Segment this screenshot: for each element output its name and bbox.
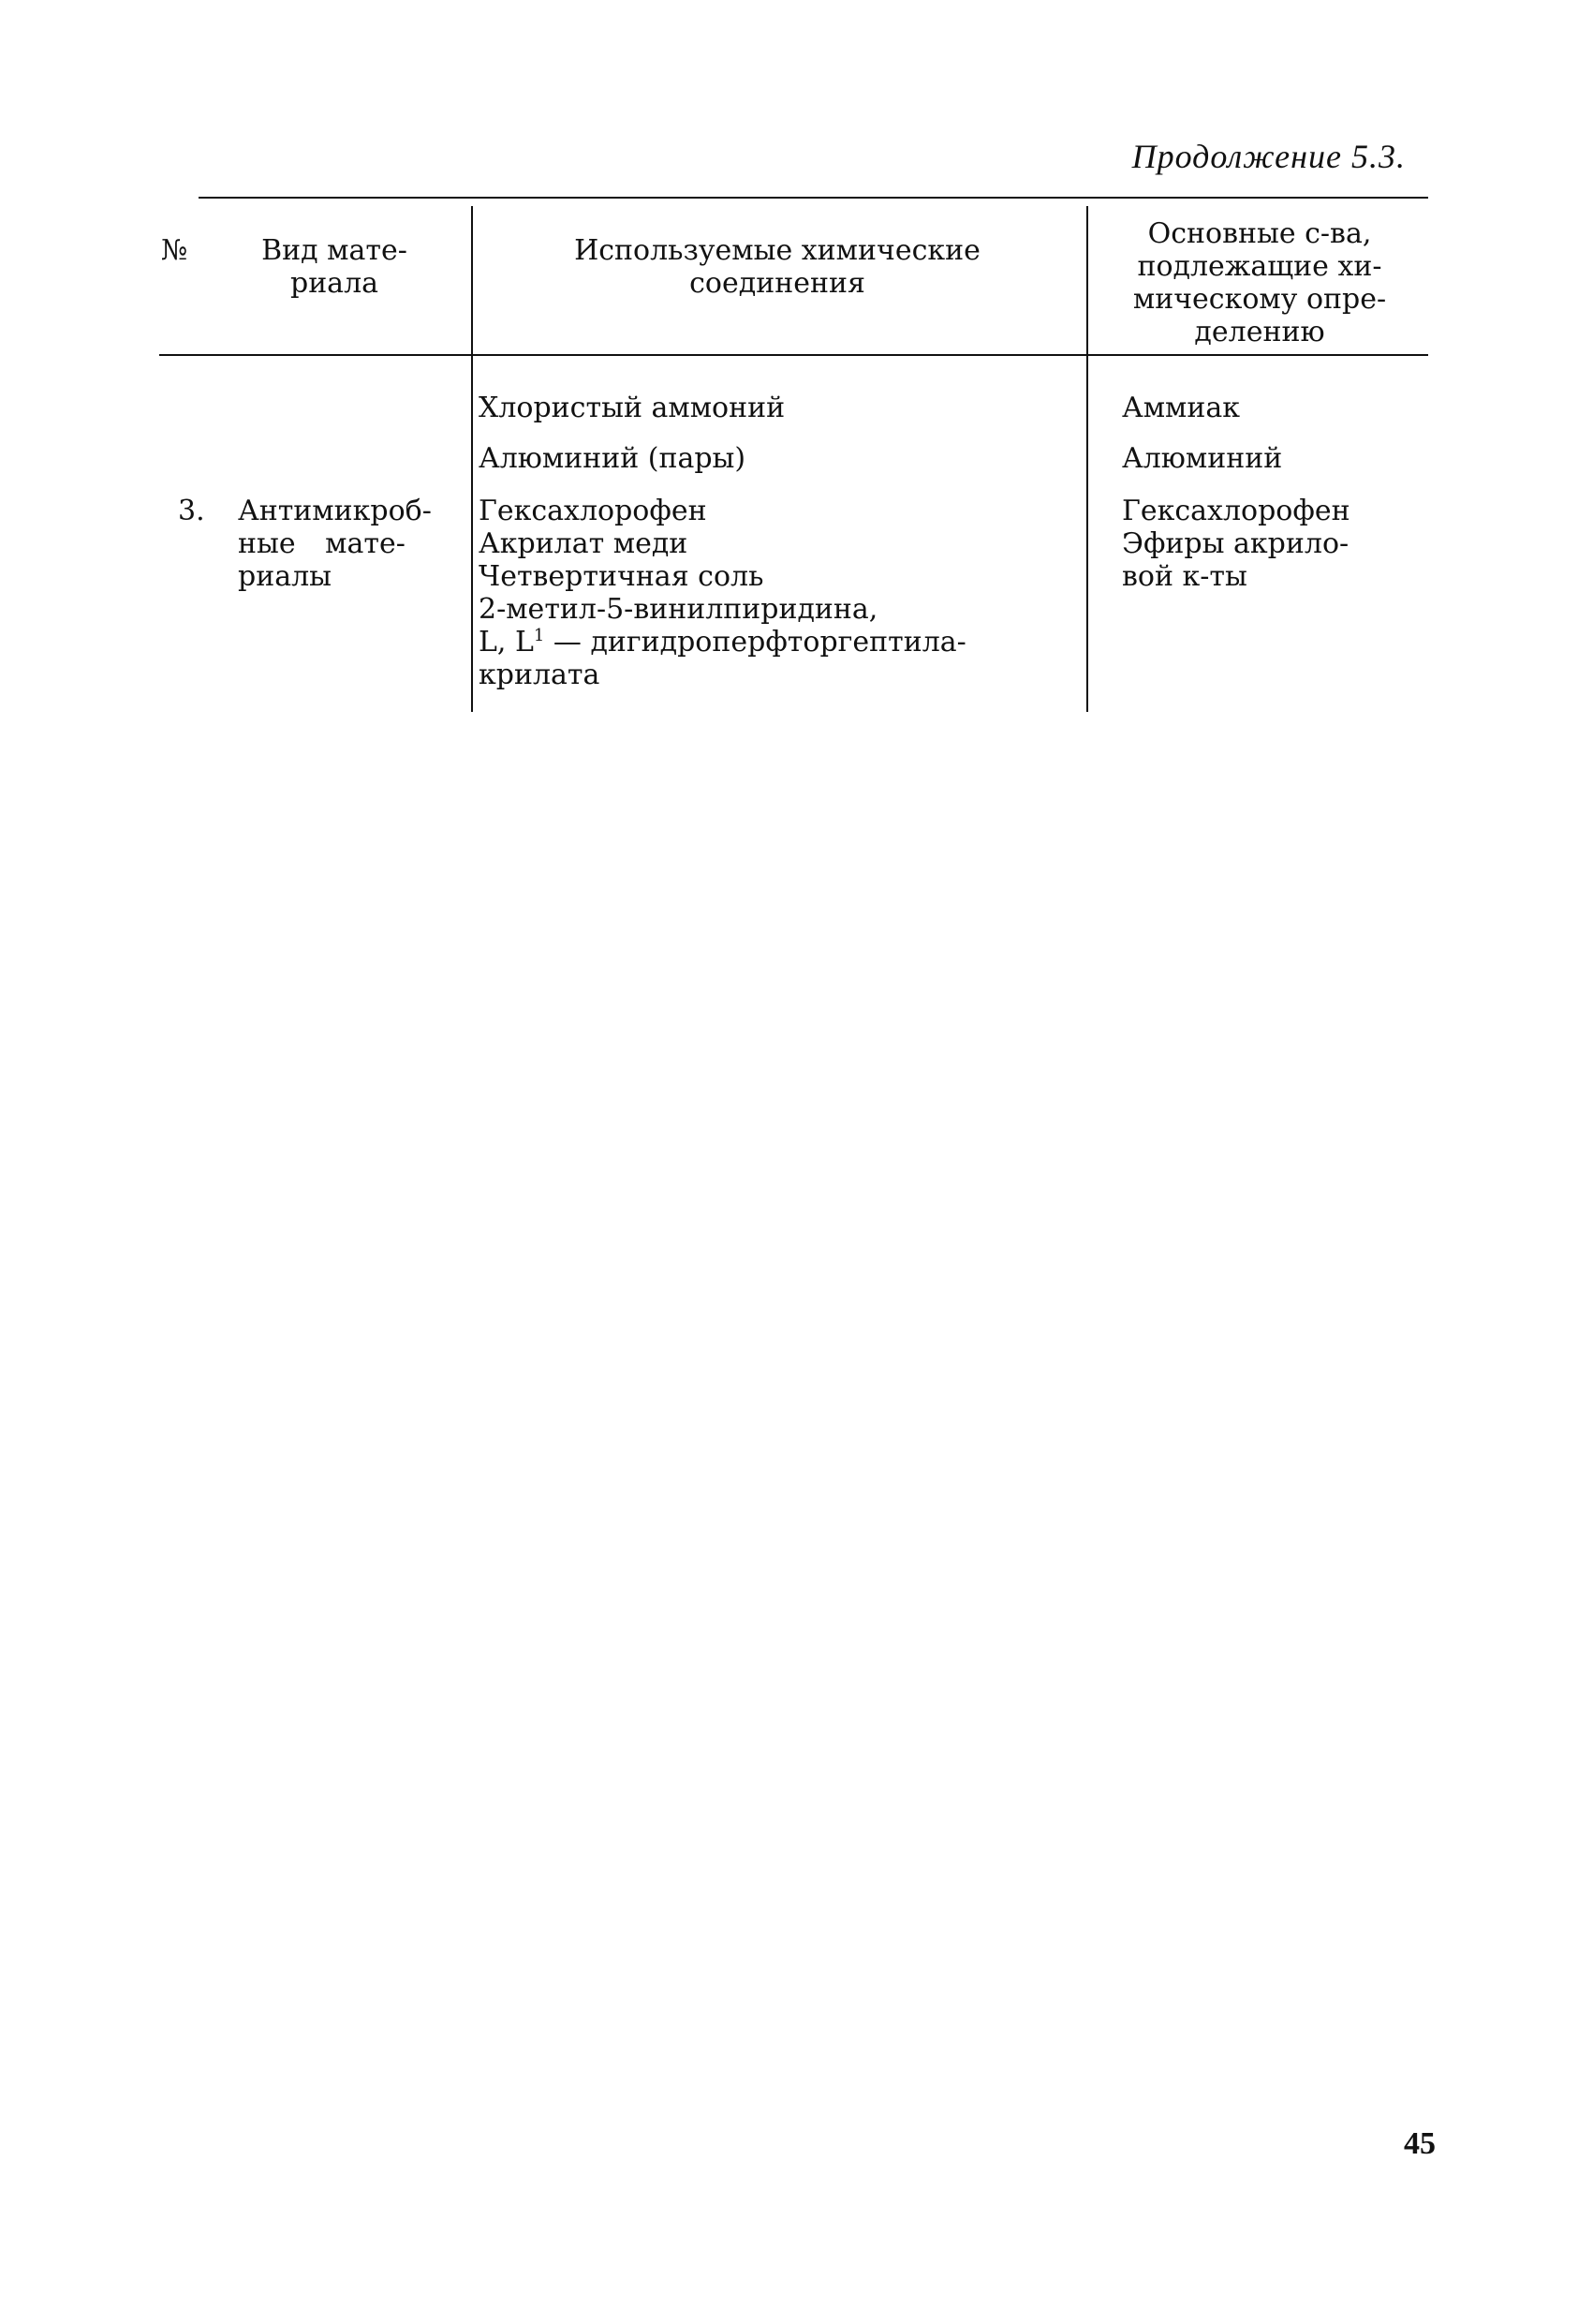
substance-line: вой к-ты — [1122, 560, 1247, 593]
header-substances-line: Основные с-ва, — [1147, 217, 1372, 250]
row-material-type — [238, 495, 432, 593]
compound-line: Акрилат меди — [479, 527, 688, 560]
header-material-line: Вид мате- — [261, 234, 407, 267]
compound-line: Четвертичная соль — [479, 560, 764, 593]
compound-line: крилата — [479, 659, 600, 691]
header-bottom-rule — [159, 354, 1428, 356]
header-number-text: № — [161, 234, 188, 267]
continuation-label: Продолжение 5.3. — [1131, 138, 1406, 175]
header-number — [161, 234, 187, 267]
substance-line: Эфиры акрило- — [1122, 527, 1350, 560]
material-line: Антимикроб- — [238, 495, 432, 527]
header-compounds-line: Используемые химические — [574, 234, 981, 267]
header-substances-line: мическому опре- — [1132, 283, 1387, 316]
compound-line: Гексахлорофен — [479, 495, 707, 527]
row-number: 3. — [178, 495, 205, 527]
compound-superscript: 1 — [533, 626, 545, 645]
column-divider-left — [471, 206, 473, 712]
compound-rest: — дигидроперфторгептила- — [544, 626, 966, 659]
table-top-rule — [199, 197, 1428, 199]
header-compounds — [487, 234, 1068, 300]
table-row-substance: Алюминий — [1122, 442, 1283, 475]
header-substances-line: подлежащие хи- — [1137, 250, 1382, 283]
header-material-line: риала — [289, 267, 379, 300]
compound-line: 2-метил-5-винилпиридина, — [479, 593, 878, 626]
header-substances-line: делению — [1194, 316, 1325, 348]
material-line: риалы — [238, 560, 332, 593]
compound-line-with-superscript — [479, 626, 966, 659]
column-divider-right — [1086, 206, 1088, 712]
page-number: 45 — [1404, 2126, 1436, 2161]
table-row-compound: Алюминий (пары) — [479, 442, 746, 475]
material-line: ные мате- — [238, 527, 406, 560]
compound-main: L, L — [479, 626, 534, 659]
header-substances — [1096, 217, 1423, 348]
substance-line: Гексахлорофен — [1122, 495, 1350, 527]
row-compounds — [479, 495, 966, 691]
row-substances — [1122, 495, 1350, 593]
header-material-type — [217, 234, 451, 300]
table-row-substance: Аммиак — [1122, 392, 1241, 424]
header-compounds-line: соединения — [689, 267, 865, 300]
table-row-compound: Хлористый аммоний — [479, 392, 786, 424]
